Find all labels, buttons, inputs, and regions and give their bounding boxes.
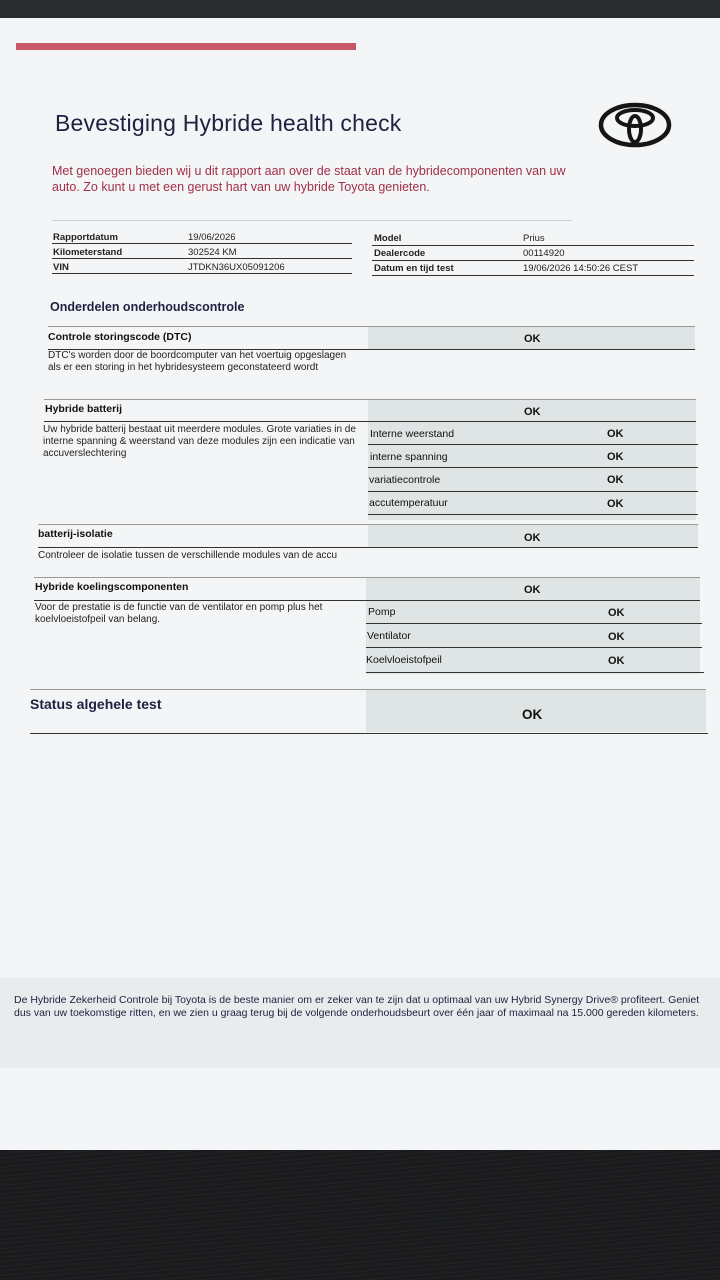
section-title: Onderdelen onderhoudscontrole [50,300,245,314]
info-label-vin: VIN [53,262,69,273]
row-rule [34,600,700,601]
check-desc-battery: Uw hybride batterij bestaat uit meerdere modules. Grote variaties in de interne spanning & weerstand van deze modules zijn een indicatie van accuverslechtering [43,424,356,459]
row-rule [366,672,704,673]
row-rule [368,467,698,468]
sub-result-fan: OK [608,631,625,643]
sub-result-battery-temperature: OK [607,498,624,510]
info-rule [52,243,352,244]
info-value-mileage: 302524 KM [188,247,237,258]
info-value-dealercode: 00114920 [523,248,565,259]
sub-label-internal-voltage: interne spanning [370,451,448,463]
check-result-cooling: OK [524,584,541,596]
row-rule [44,421,696,422]
row-rule [368,514,698,515]
sub-label-coolant-level: Koelvloeistofpeil [366,654,442,666]
intro-divider [52,220,572,221]
check-result-isolation: OK [524,532,541,544]
sub-label-pump: Pomp [368,606,396,618]
check-result-dtc: OK [524,333,541,345]
sub-result-internal-voltage: OK [607,451,624,463]
info-value-test-datetime: 19/06/2026 14:50:26 CEST [523,263,639,274]
info-label-model: Model [374,233,402,244]
info-rule [372,260,694,261]
sub-label-fan: Ventilator [367,630,411,642]
check-label-isolation: batterij-isolatie [38,528,113,540]
info-label-test-datetime: Datum en tijd test [374,263,454,274]
row-rule [30,733,708,734]
info-rule [52,258,352,259]
sub-result-internal-resistance: OK [607,428,624,440]
row-rule [368,444,698,445]
background-surface [0,1150,720,1280]
info-rule [52,273,352,274]
sub-result-variation-check: OK [607,474,624,486]
row-rule [366,623,702,624]
check-result-battery: OK [524,406,541,418]
info-label-mileage: Kilometerstand [53,247,123,258]
row-rule [368,491,698,492]
info-value-report-date: 19/06/2026 [188,232,236,243]
info-label-report-date: Rapportdatum [53,232,118,243]
info-rule [372,245,694,246]
toyota-logo-icon [598,102,672,148]
footer-band [0,978,720,1068]
sub-label-internal-resistance: Interne weerstand [370,428,455,440]
info-label-dealercode: Dealercode [374,248,426,259]
document-title: Bevestiging Hybride health check [55,110,402,136]
row-rule [38,547,698,548]
info-value-vin: JTDKN36UX05091206 [188,262,285,273]
footer-text: De Hybride Zekerheid Controle bij Toyota is de beste manier om er zeker van te zijn dat u optimaal van uw Hybrid Synergy Drive® profiteert. Geniet dus van uw toekomstige ritten, en we zien u graag terug bij de volgende onderhoudsbeurt over één jaar of maximaal na 15.000 gereden kilometers. [14,994,700,1019]
status-result: OK [522,707,543,722]
check-label-dtc: Controle storingscode (DTC) [48,331,192,343]
info-value-model: Prius [523,233,545,244]
check-desc-cooling: Voor de prestatie is de functie van de ventilator en pomp plus het koelvloeistofpeil van belang. [35,602,323,625]
check-label-cooling: Hybride koelingscomponenten [35,581,189,593]
sub-result-pump: OK [608,607,625,619]
intro-text: Met genoegen bieden wij u dit rapport aan over de staat van de hybridecomponenten van uw auto. Zo kunt u met een gerust hart van uw hybride Toyota genieten. [52,164,566,194]
sub-label-variation-check: variatiecontrole [369,474,441,486]
check-desc-dtc: DTC's worden door de boordcomputer van het voertuig opgeslagen als er een storing in het hybridesysteem geconstateerd wordt [48,350,347,373]
check-label-battery: Hybride batterij [45,403,123,415]
row-rule [366,647,702,648]
sub-label-battery-temperature: accutemperatuur [369,497,448,509]
info-rule [372,275,694,276]
status-label: Status algehele test [30,696,162,712]
header-accent-bar [16,43,356,50]
sub-result-coolant-level: OK [608,655,625,667]
check-desc-isolation: Controleer de isolatie tussen de verschillende modules van de accu [38,550,338,561]
